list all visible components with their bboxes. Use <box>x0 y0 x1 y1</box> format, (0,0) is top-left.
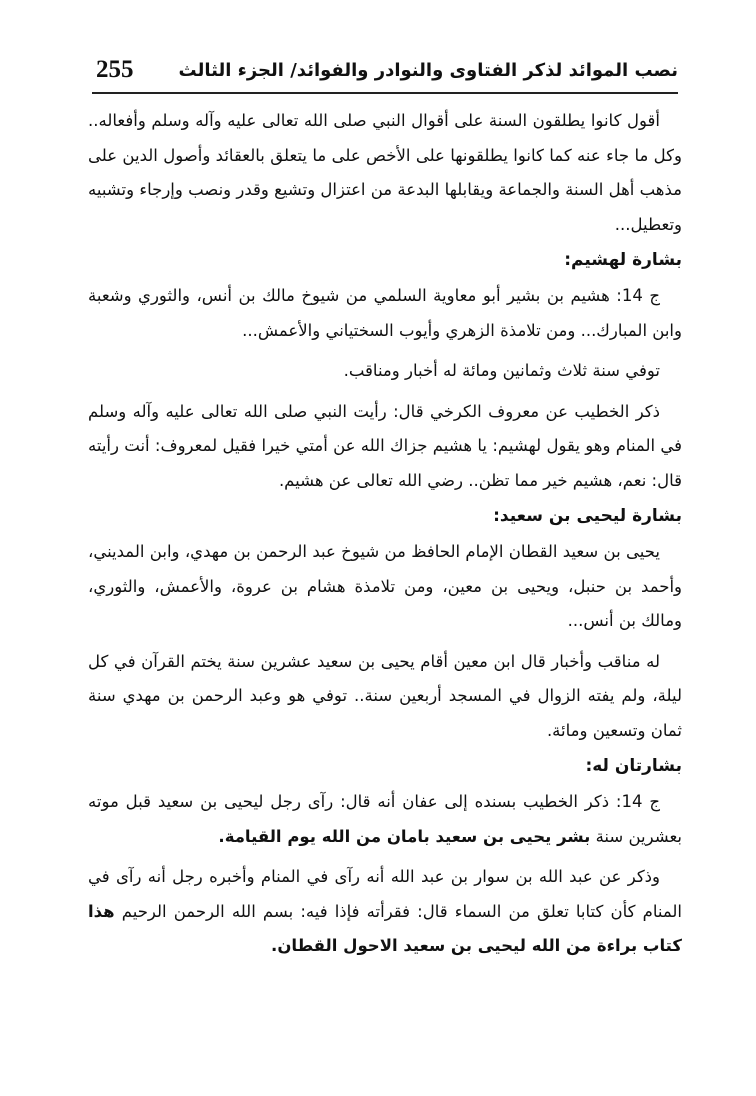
intro-paragraph: أقول كانوا يطلقون السنة على أقوال النبي صلى الله تعالى عليه وآله وسلم وأفعاله.. وكل ما جاء عنه كما كانوا يطلقونها على الأخص على ما يتعلق بالعقائد وأصول الدين على مذهب أهل السنة والجماعة ويقابلها البدعة من اعتزال وتشيع وقدر ونصب وإرجاء وتشبيه وتعطيل... <box>88 111 682 234</box>
running-title: نصب الموائد لذكر الفتاوى والنوادر والفوائد/ الجزء الثالث <box>178 60 678 81</box>
second-glad-tiding-text: وذكر عن عبد الله بن سوار بن عبد الله أنه رآى في المنام وأخبره رجل أنه رآى في المنام كأن كتابا تعلق من السماء قال: فقرأته فإذا فيه: بسم الله الرحمن الرحيم <box>88 867 682 921</box>
page-header <box>92 54 678 92</box>
second-glad-tiding-paragraph <box>88 860 682 964</box>
first-glad-tiding-paragraph <box>88 785 682 854</box>
first-glad-tiding-bold: بشر يحيى بن سعيد بامان من الله يوم القيامة. <box>218 826 591 846</box>
heading-hushaym: بشارة لهشيم: <box>564 250 682 270</box>
yahya-bio-paragraph: يحيى بن سعيد القطان الإمام الحافظ من شيوخ عبد الرحمن بن مهدي، وابن المديني، وأحمد بن حنبل، ويحيى بن معين، ومن تلامذة هشام بن عروة، والأعمش، والثوري، ومالك بن أنس... <box>88 542 682 630</box>
hushaym-death-paragraph: توفي سنة ثلاث وثمانين ومائة له أخبار ومناقب. <box>343 361 660 380</box>
second-glad-tiding-bold: هذا كتاب براءة من الله ليحيى بن سعيد الاحول القطان. <box>88 901 682 955</box>
heading-two-glad-tidings: بشارتان له: <box>585 756 682 776</box>
hushaym-dream-paragraph: ذكر الخطيب عن معروف الكرخي قال: رأيت النبي صلى الله تعالى عليه وآله وسلم في المنام وهو يقول لهشيم: يا هشيم جزاك الله عن أمتي خيرا فقيل لمعروف: أنت رأيته قال: نعم، هشيم خير مما تظن.. رضي الله تعالى عن هشيم. <box>88 401 682 490</box>
first-glad-tiding-text: ج 14: ذكر الخطيب بسنده إلى عفان أنه قال: رآى رجل ليحيى بن سعيد قبل موته بعشرين سنة <box>88 792 682 846</box>
yahya-virtues-paragraph: له مناقب وأخبار قال ابن معين أقام يحيى بن سعيد عشرين سنة يختم القرآن في كل ليلة، ولم يفته الزوال في المسجد أربعين سنة.. توفي هو وعبد الرحمن بن مهدي سنة ثمان وتسعين ومائة. <box>88 651 682 740</box>
page-number: 255 <box>96 56 134 83</box>
page-body <box>88 104 682 964</box>
hushaym-bio-paragraph: ج 14: هشيم بن بشير أبو معاوية السلمي من شيوخ مالك بن أنس، والثوري وشعبة وابن المبارك... ومن تلامذة الزهري وأيوب السختياني والأعمش... <box>88 286 682 340</box>
heading-yahya: بشارة ليحيى بن سعيد: <box>493 506 682 526</box>
header-divider <box>92 92 678 94</box>
